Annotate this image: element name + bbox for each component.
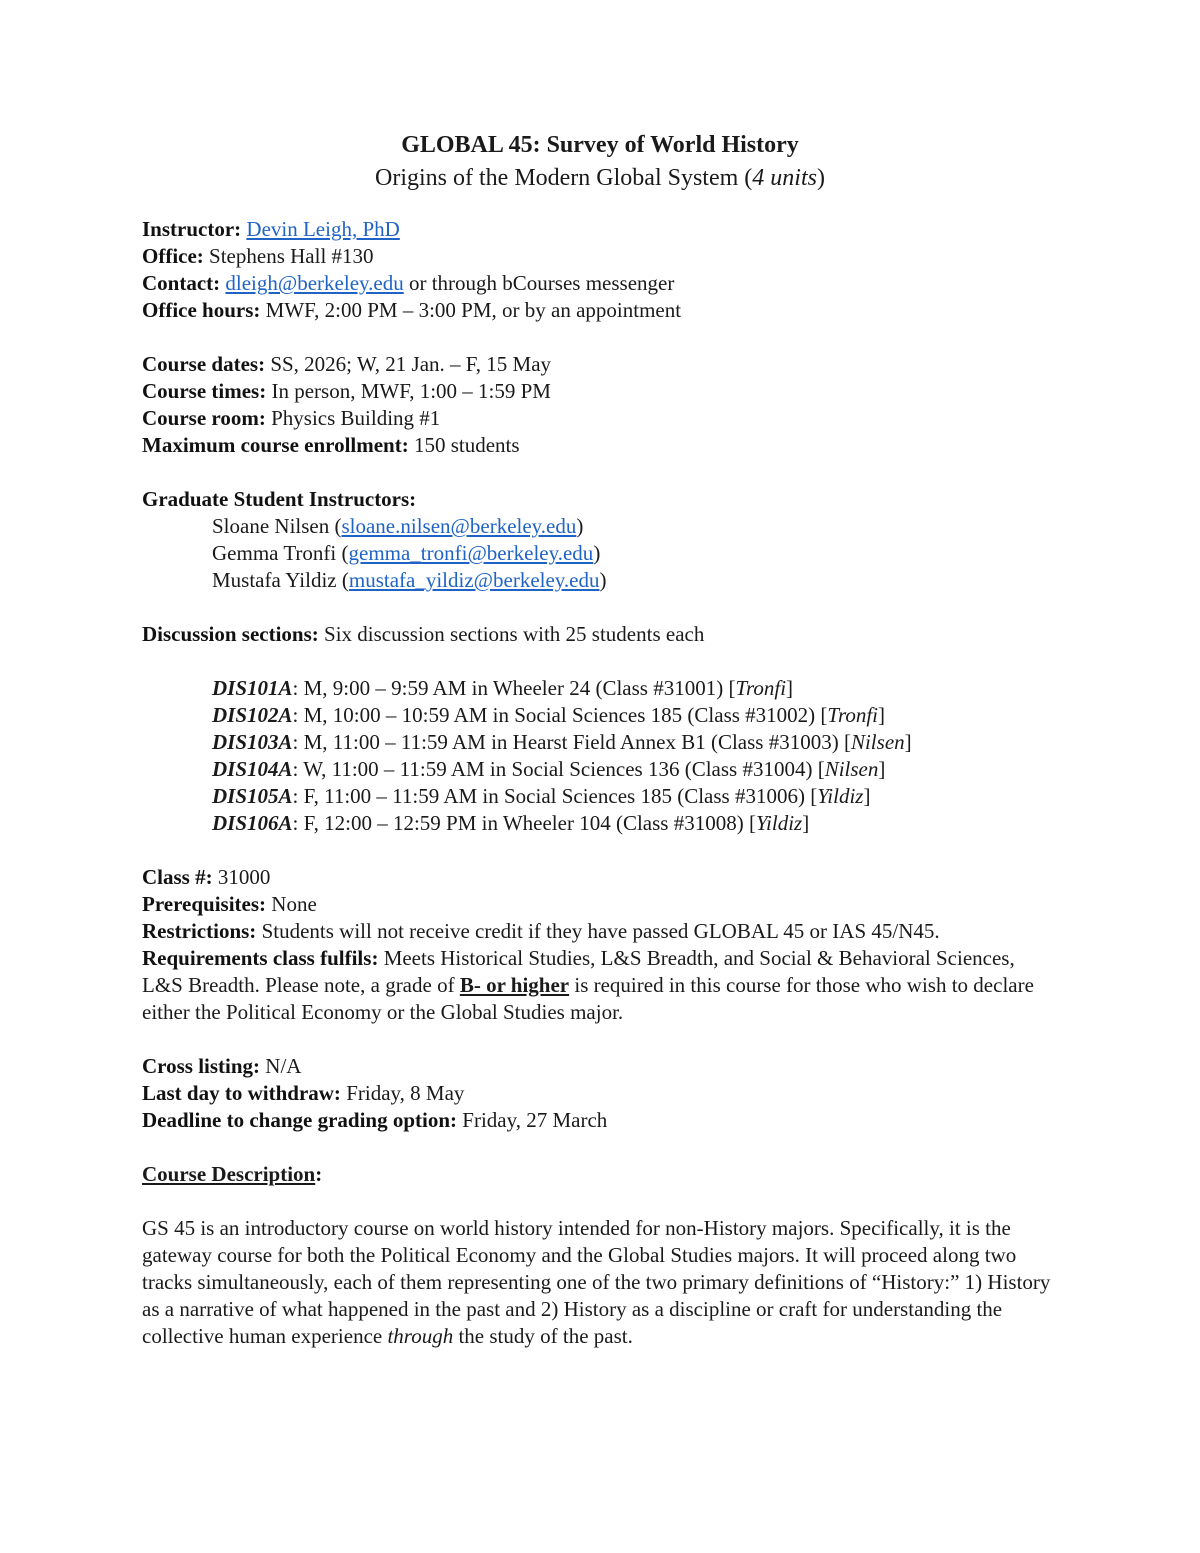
discussion-line: Discussion sections: Six discussion sections with 25 students each	[142, 622, 705, 646]
gsi-item: Mustafa Yildiz (mustafa_yildiz@berkeley.edu)	[212, 568, 607, 592]
cross-listing-line: Cross listing: N/A	[142, 1054, 302, 1078]
office-hours-line: Office hours: MWF, 2:00 PM – 3:00 PM, or by an appointment	[142, 298, 682, 322]
gsi-item: Gemma Tronfi (gemma_tronfi@berkeley.edu)	[212, 541, 601, 565]
course-dates-line: Course dates: SS, 2026; W, 21 Jan. – F, 15 May	[142, 352, 552, 376]
section-item: DIS102A: M, 10:00 – 10:59 AM in Social Sciences 185 (Class #31002) [Tronfi]	[212, 703, 886, 727]
section-item: DIS104A: W, 11:00 – 11:59 AM in Social Sciences 136 (Class #31004) [Nilsen]	[212, 757, 886, 781]
instructor-line: Instructor: Devin Leigh, PhD	[142, 217, 400, 241]
course-times-line: Course times: In person, MWF, 1:00 – 1:59 PM	[142, 379, 551, 403]
section-item: DIS105A: F, 11:00 – 11:59 AM in Social Sciences 185 (Class #31006) [Yildiz]	[212, 784, 871, 808]
withdraw-line: Last day to withdraw: Friday, 8 May	[142, 1081, 465, 1105]
class-number-line: Class #: 31000	[142, 865, 271, 889]
contact-line: Contact: dleigh@berkeley.edu or through bCourses messenger	[142, 271, 675, 295]
gsi-email-link[interactable]: gemma_tronfi@berkeley.edu	[348, 541, 594, 565]
gsi-email-link[interactable]: sloane.nilsen@berkeley.edu	[341, 514, 577, 538]
gsi-email-link[interactable]: mustafa_yildiz@berkeley.edu	[348, 568, 600, 592]
section-item: DIS106A: F, 12:00 – 12:59 PM in Wheeler 104 (Class #31008) [Yildiz]	[212, 811, 810, 835]
section-code: DIS104A	[212, 757, 293, 781]
title-block	[142, 130, 1058, 196]
section-code: DIS101A	[212, 676, 293, 700]
syllabus-page	[142, 130, 1062, 1350]
grade-requirement: B- or higher	[459, 973, 570, 997]
section-code: DIS106A	[212, 811, 293, 835]
enrollment-line: Maximum course enrollment: 150 students	[142, 433, 520, 457]
description-heading: Course Description:	[142, 1162, 323, 1186]
course-subtitle: Origins of the Modern Global System (4 units)	[375, 165, 825, 191]
section-code: DIS102A	[212, 703, 293, 727]
prerequisites-line: Prerequisites: None	[142, 892, 317, 916]
section-item: DIS103A: M, 11:00 – 11:59 AM in Hearst Field Annex B1 (Class #31003) [Nilsen]	[212, 730, 912, 754]
contact-email-link[interactable]: dleigh@berkeley.edu	[225, 271, 404, 295]
section-item: DIS101A: M, 9:00 – 9:59 AM in Wheeler 24 (Class #31001) [Tronfi]	[212, 676, 794, 700]
units-text: 4 units	[752, 165, 817, 191]
restrictions-line: Restrictions: Students will not receive credit if they have passed GLOBAL 45 or IAS 45/N45.	[142, 919, 940, 943]
instructor-link[interactable]: Devin Leigh, PhD	[246, 217, 400, 241]
description-paragraph: GS 45 is an introductory course on world history intended for non-History majors. Specifically, it is the gateway course for both the Political Economy and the Global Studies majors. It will proceed along two tracks simultaneously, each of them representing one of the two primary definitions of “History:” 1) History as a narrative of what happened in the past and 2) History as a discipline or craft for understanding the collective human experience through the study of the past.	[142, 1216, 1051, 1348]
course-title: GLOBAL 45: Survey of World History	[401, 132, 799, 158]
gsi-heading: Graduate Student Instructors:	[142, 487, 417, 511]
grading-option-line: Deadline to change grading option: Friday, 27 March	[142, 1108, 608, 1132]
requirements-paragraph: Requirements class fulfils: Meets Historical Studies, L&S Breadth, and Social & Behavioral Sciences, L&S Breadth. Please note, a grade of B- or higher is required in this course for those who wish to declare either the Political Economy or the Global Studies major.	[142, 946, 1034, 1024]
gsi-item: Sloane Nilsen (sloane.nilsen@berkeley.edu)	[212, 514, 584, 538]
section-code: DIS105A	[212, 784, 293, 808]
section-code: DIS103A	[212, 730, 293, 754]
course-room-line: Course room: Physics Building #1	[142, 406, 441, 430]
office-line: Office: Stephens Hall #130	[142, 244, 374, 268]
